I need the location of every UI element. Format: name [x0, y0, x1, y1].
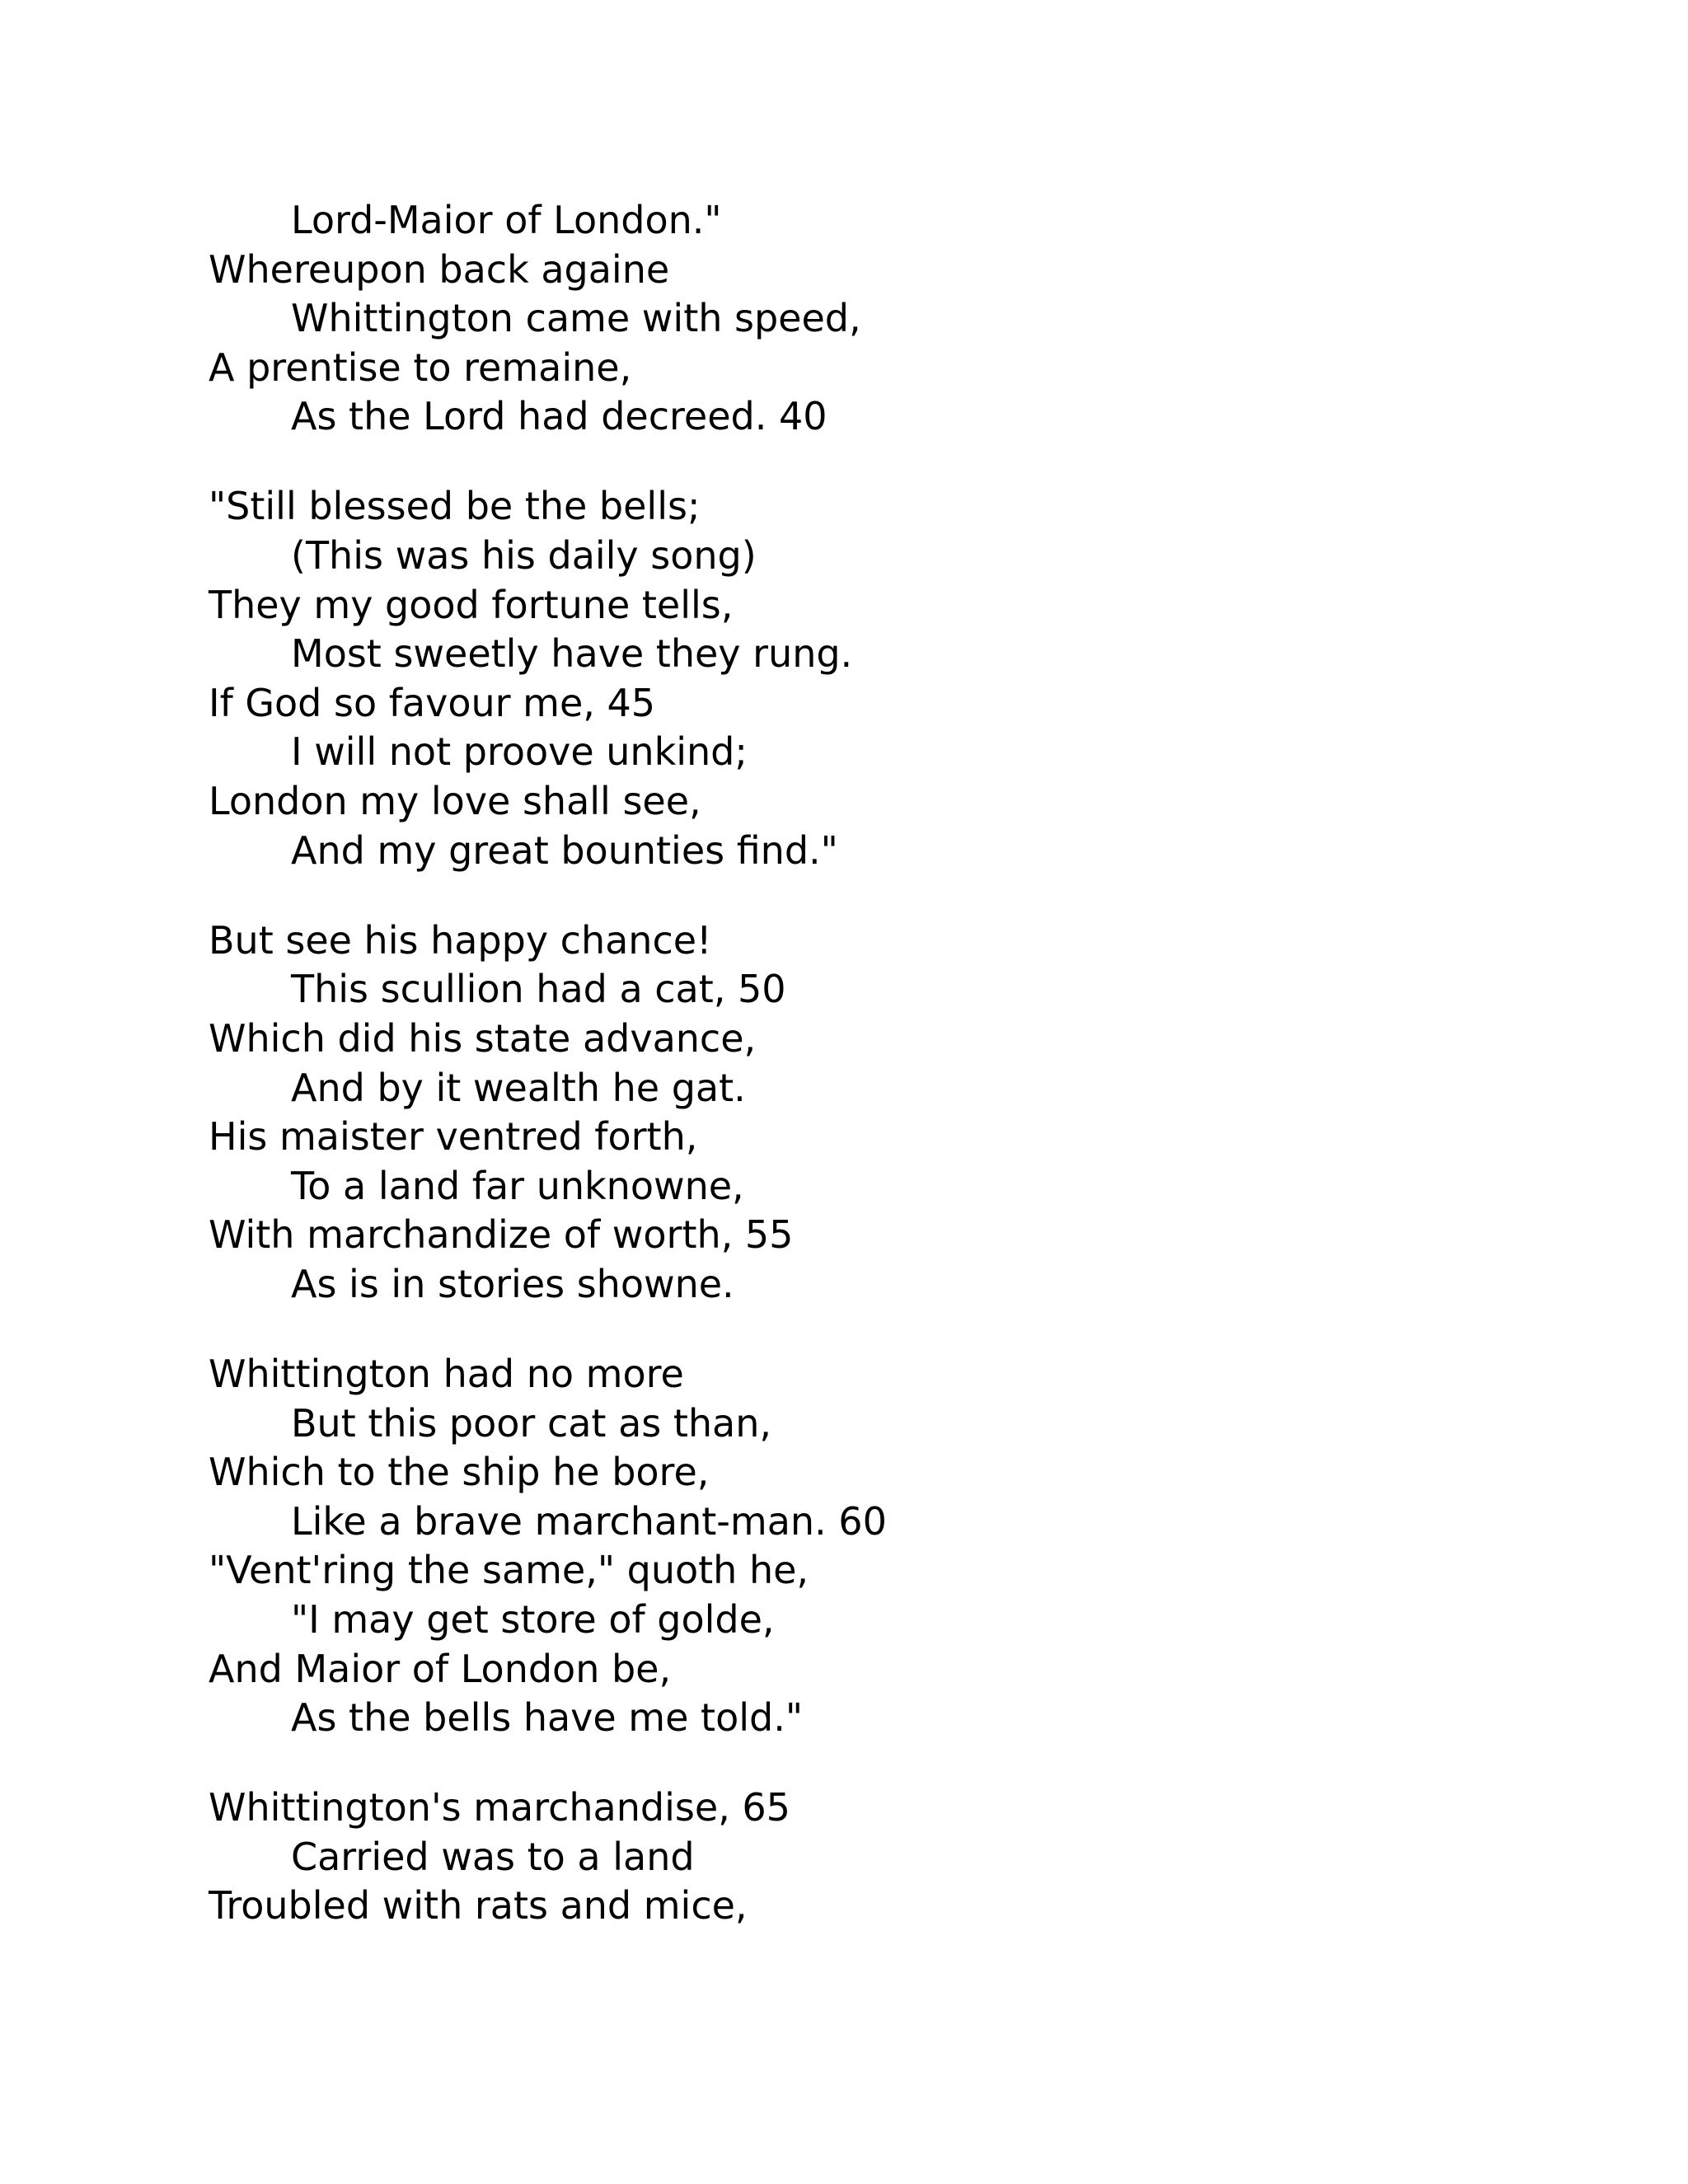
poem-line: Like a brave marchant-man. 60: [291, 1498, 887, 1544]
stanza: [209, 482, 1610, 875]
poem-line: "Vent'ring the same," quoth he,: [209, 1548, 809, 1593]
stanza: [209, 1783, 1610, 1931]
poem-line: Whittington came with speed,: [291, 296, 861, 341]
poem-line: But see his happy chance!: [209, 917, 712, 963]
poem-line: Troubled with rats and mice,: [209, 1883, 748, 1929]
poem-line: If God so favour me, 45: [209, 680, 656, 725]
poem-line: Carried was to a land: [291, 1834, 695, 1879]
stanza: [209, 916, 1610, 1310]
poem-line: "Still blessed be the bells;: [209, 484, 701, 529]
poem-line: I will not proove unkind;: [291, 729, 748, 775]
poem-line: As the bells have me told.": [291, 1695, 803, 1741]
poem-line: "I may get store of golde,: [291, 1596, 775, 1642]
poem-line: (This was his daily song): [291, 533, 757, 579]
poem-body: [209, 196, 1610, 1931]
poem-line: As the Lord had decreed. 40: [291, 394, 828, 439]
stanza: [209, 1350, 1610, 1743]
poem-line: With marchandize of worth, 55: [209, 1212, 794, 1258]
poem-line: His maister ventred forth,: [209, 1114, 698, 1160]
poem-line: Lord-Maior of London.": [291, 198, 722, 242]
poem-line: Which to the ship he bore,: [209, 1450, 710, 1495]
poem-line: And Maior of London be,: [209, 1646, 672, 1691]
poem-line: But this poor cat as than,: [291, 1400, 772, 1446]
stanza: [209, 196, 1610, 442]
poem-line: London my love shall see,: [209, 779, 701, 824]
poem-line: Whereupon back againe: [209, 246, 670, 292]
poem-line: And by it wealth he gat.: [291, 1065, 746, 1110]
poem-line: A prentise to remaine,: [209, 344, 632, 390]
poem-line: And my great bounties find.": [291, 827, 838, 873]
poem-line: As is in stories showne.: [291, 1261, 734, 1306]
poem-line: Whittington's marchandise, 65: [209, 1785, 790, 1830]
poem-line: Most sweetly have they rung.: [291, 631, 853, 677]
poem-line: They my good fortune tells,: [209, 582, 734, 627]
poem-line: To a land far unknowne,: [291, 1163, 744, 1208]
poem-line: Whittington had no more: [209, 1351, 684, 1396]
poem-line: This scullion had a cat, 50: [291, 967, 786, 1012]
poem-line: Which did his state advance,: [209, 1015, 757, 1061]
